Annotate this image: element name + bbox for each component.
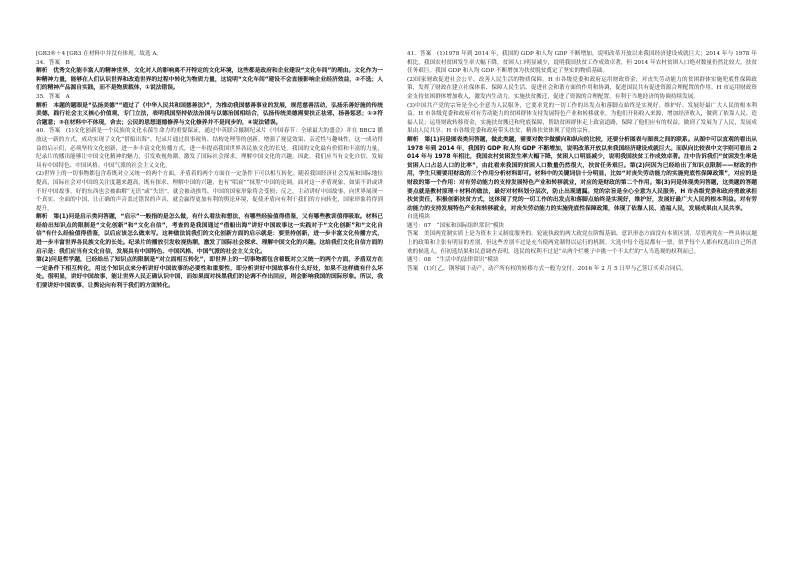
answer-35-heading: 35．答案 A [36,93,70,100]
paragraph-intro: [GB3®＋4 [GB3 在材料中并没有体现。故选 A。 [36,51,163,57]
answer-07: 答案 美国两党制实质上是为资本主义制度服务的。轮流执政的两大政党在阶级基础、意识形态方面没有本质区别，尽管两党在一些具体议题上的政策和主张有明显的差别，但这些差别不过是充当使两党制得以运行的机制。大选中每个选民都有一票，似乎每个人都有权选出自己所喜欢的候选人，但初选结果和民意调查表明，选民的权利不过是“从两个烂桃子中挑一个不太烂的”人当选观的权利而已。 [407,231,757,255]
analysis-35: 解析 本题的题眼是“弘扬美德”“通过了《中华人民共和国慈善法》”，为推动我国慈善事业的发展，规范慈善活动，弘扬乐善好施的传统美德，践行社会主义核心价值观，专门立法，表明我国坚持依法治国与以德治国相结合，弘扬传统美德需要扶正祛邪，扬善惩恶；①②符合题意；③在材料中不体现，舍去；公民的思想道德修养与文化修养并不是同步的，④说法错误。 [36,102,383,126]
left-column [36,50,383,291]
answer-34-heading: 34．答案 B [36,59,70,66]
analysis-40-part1: 解析 第(1)问是启示类问答题，“启示”一般指的是怎么做，有什么看法和想法，有哪些经验值得借鉴，又有哪些教训值得吸取。材料已经给出知识点的限制是“文化创新”和“文化自信”，考查的是我国通过“借船出海”讲好中国故事这一实践对于“文化创新”和“文化自信”有什么经验值得借鉴，以后应该怎么做来写。这种做法说我们的文化创新方面的启示就是：要坚持创新，进一步丰富文化传播方式，进一步丰富世界各民族文化的长处。纪录片的播放引发收视热潮，激发了国际社会探求、理解中国文化的兴趣。这给我们文化自信方面的启示是：我们应当有文化自信，发展具有中国特色、中国风格、中国气派的社会主义文化。 [36,214,383,255]
answer-08: 答案 (1)红乙、钢琴属于动产，动产所有权的转移方式一般为交付。2016 年 2 月 5 日甲与乙签订买卖合同后， [407,265,687,272]
elective-module-heading: 自选模块 [407,214,430,221]
question-07-heading: 题号：07 “国家和国际组织常识”模块 [407,222,505,229]
answer-40-part1: 40．答案 (1)文化创新是一个民族的文化永葆生命力的重要保证，通过中英联合摄制纪录片《中国春节：全球最大的盛会》并在 BBC2 播放这一新的方式，成功实现了文化“借船出海”。纪录片通过叙事视角、结构处理等的创新，增强了视觉效果、亲近性与趣味性，这一成功得益的启示们，必须坚持文化创新，进一步丰富文化传播方式，进一步提高我国世界各民族文化的长处。我国的文化最有价值和丰富的力量，纪录片的播出能够让中国文化精神的魅力，引发收视热潮，激发了国际社会探求，理解中国文化的兴趣。因此，我们应当有文化自信，发展具有中国特色、中国风格、中国气派的社会主义文化。 [36,128,383,169]
answer-41-part3: (3)中国共产党的宗旨是全心全意为人民服务，它要求党的一切工作的出发点和落脚点始终是实现好、维护好、发展好最广大人民的根本利益。H 市各级党委和政府对有劳动能力的贫困群体支持发展特色产业和转移就业，为他们开拓收入来源，增加经济收入，做到了依靠人民、造福人民；运用财政转移资金，实施扶贫搬迁和兜底保障，帮助贫困群体走上致富道路，保障了他们应有的权益，做到了发展为了人民，发展成果由人民共享。H 市各级党委和政府带头扶贫，精准扶贫体现了党的宗旨。 [407,102,757,135]
analysis-41: 解析 第(1)问是图表类问答题，做此类题，需要对数字做横向和纵向的比较，还要分析图表与图表之间的联系。从图中可以直观的看出从 1978 年到 2014 年，我国的 GDP 和人均 GDP 不断增加，说明改革开放以来我国经济建设成就巨大。而纵向比较表中文字则可看出 2014 年与 1978 年相比，我国农村贫困发生率大幅下降，贫困人口明显减少，说明我国扶贫工作成效卓著。注中告诉我们“贫困发生率是贫困人口占总人口的比率”，由此看来我国的贫困人口数量仍然很大，扶贫任务艰巨。第(2)问因为已经给出了知识点限制——财政的作用，学生只需要用财政的三个作用分析材料即可。材料中的关键词信十分明显，比如“对丧失劳动能力的实施兜底性保障政策”，对应的是财政的第一个作用：对有劳动能力的支持发展特色产业和转移就业，对应的是财政的第二个作用。第(3)问是体现类问答题，这类题的答题要点就是教材原理＋材料的做法，最好对材料划分层次，防止出现遗漏。党的宗旨是全心全意为人民服务，H 市各级党委和政府勇敢承担扶贫责任，积极创新扶贫方式，这体现了党的一切工作的出发点和落脚点始终是实现好，维护好，发展好最广大人民的根本利益。对有劳动能力的支持发展特色产业和转移就业，对丧失劳动能力的实施兜底性保障政策，体现了依靠人民、造福人民，发展成果由人民共享。 [407,136,757,212]
question-08-heading: 题号：08 “生活中的法律常识”模块 [407,257,499,264]
right-column [407,50,757,273]
analysis-34: 解析 优秀文化能丰富人的精神世界，文化对人的影响离不开特定的文化环境，这些都是政府和企业建设“文化车间”的理由。文化作为一种精神力量，能够在人们认识世界和改造世界的过程中转化为物质力量，这说明“文化车间”建设不会直接影响企业经济效益，②不选；人们的精神产品源自实践，而不是物质载体，①说法错误。 [36,68,383,92]
analysis-40-part2: 第(2)问是哲学题，已经给出了知识点的限制是“对立面相互转化”，即世界上的一切事物都包含着既对立又统一的两个方面，矛盾双方在一定条件下相互转化，用这个知识点来分析讲好中国故事的必要性和重要性，即分析讲好中国故事有什么好处，如果不这样做有什么坏处。很明显，讲好中国故事，能让世界人民正确认识中国，而如果面对抹黑我们的论调不作出回应，则会影响我国的国际形象。所以，我们要讲好中国故事，让舆论向有利于我们的方面转化。 [36,257,383,290]
answer-41-part1: 41．答案 (1)1978 年到 2014 年，我国的 GDP 和人均 GDP 不断增加，说明改革开放以来我国经济建设成就巨大；2014 年与 1978 年相比，我国农村贫困发生率大幅下降，贫困人口明显减少，说明我国扶贫工作成效卓著，但 2014 年农村贫困人口绝对数量仍然比较大，扶贫任务艰巨。我国 GDP 和人均 GDP 不断增加为扶贫脱贫奠定了坚实的物质基础。 [407,51,757,75]
answer-40-part2: (2)世界上的一切事物都包含着既对立又统一的两个方面，矛盾着的两个方面在一定条件下可以相互转化。随着我国经济社会发展和国际地位提高，国际社会对中国的关注度越来越高，既有探求、理解中国的兴趣，也有“唱衰”“抹黑”中国的论调，面对这一矛盾现象，如果不讲或讲不好中国故事，好的东西也会被曲解“无语”或“失语”，就会被动挨骂。中国的国家形象将会受损；反之，主动讲好中国故事，向世界展现一个真实、全面的中国，让正确的声音盖过错误的声音，就会赢得更加有利的舆论环境，促使矛盾向有利于我们的方向转化，国家形象将得到提升。 [36,171,383,212]
answer-41-part2: (2)国家财政促进社会公平、改善人民生活的物质保障。H 市各级党委和政府运用财政资金，对丧失劳动能力的贫困群体实施兜底性保障政策，发挥了财政在建立社保体系、保障人民生活、促进社会和谐方面的作用和协调，促进国民共有促进资源合理配置的作用。H 市运用财政资金支持贫困群体增加收入，激发内生动力，实施扶贫搬迁，促进了资源的合理配置，有利于当地经济的协调持续发展。 [407,76,757,100]
